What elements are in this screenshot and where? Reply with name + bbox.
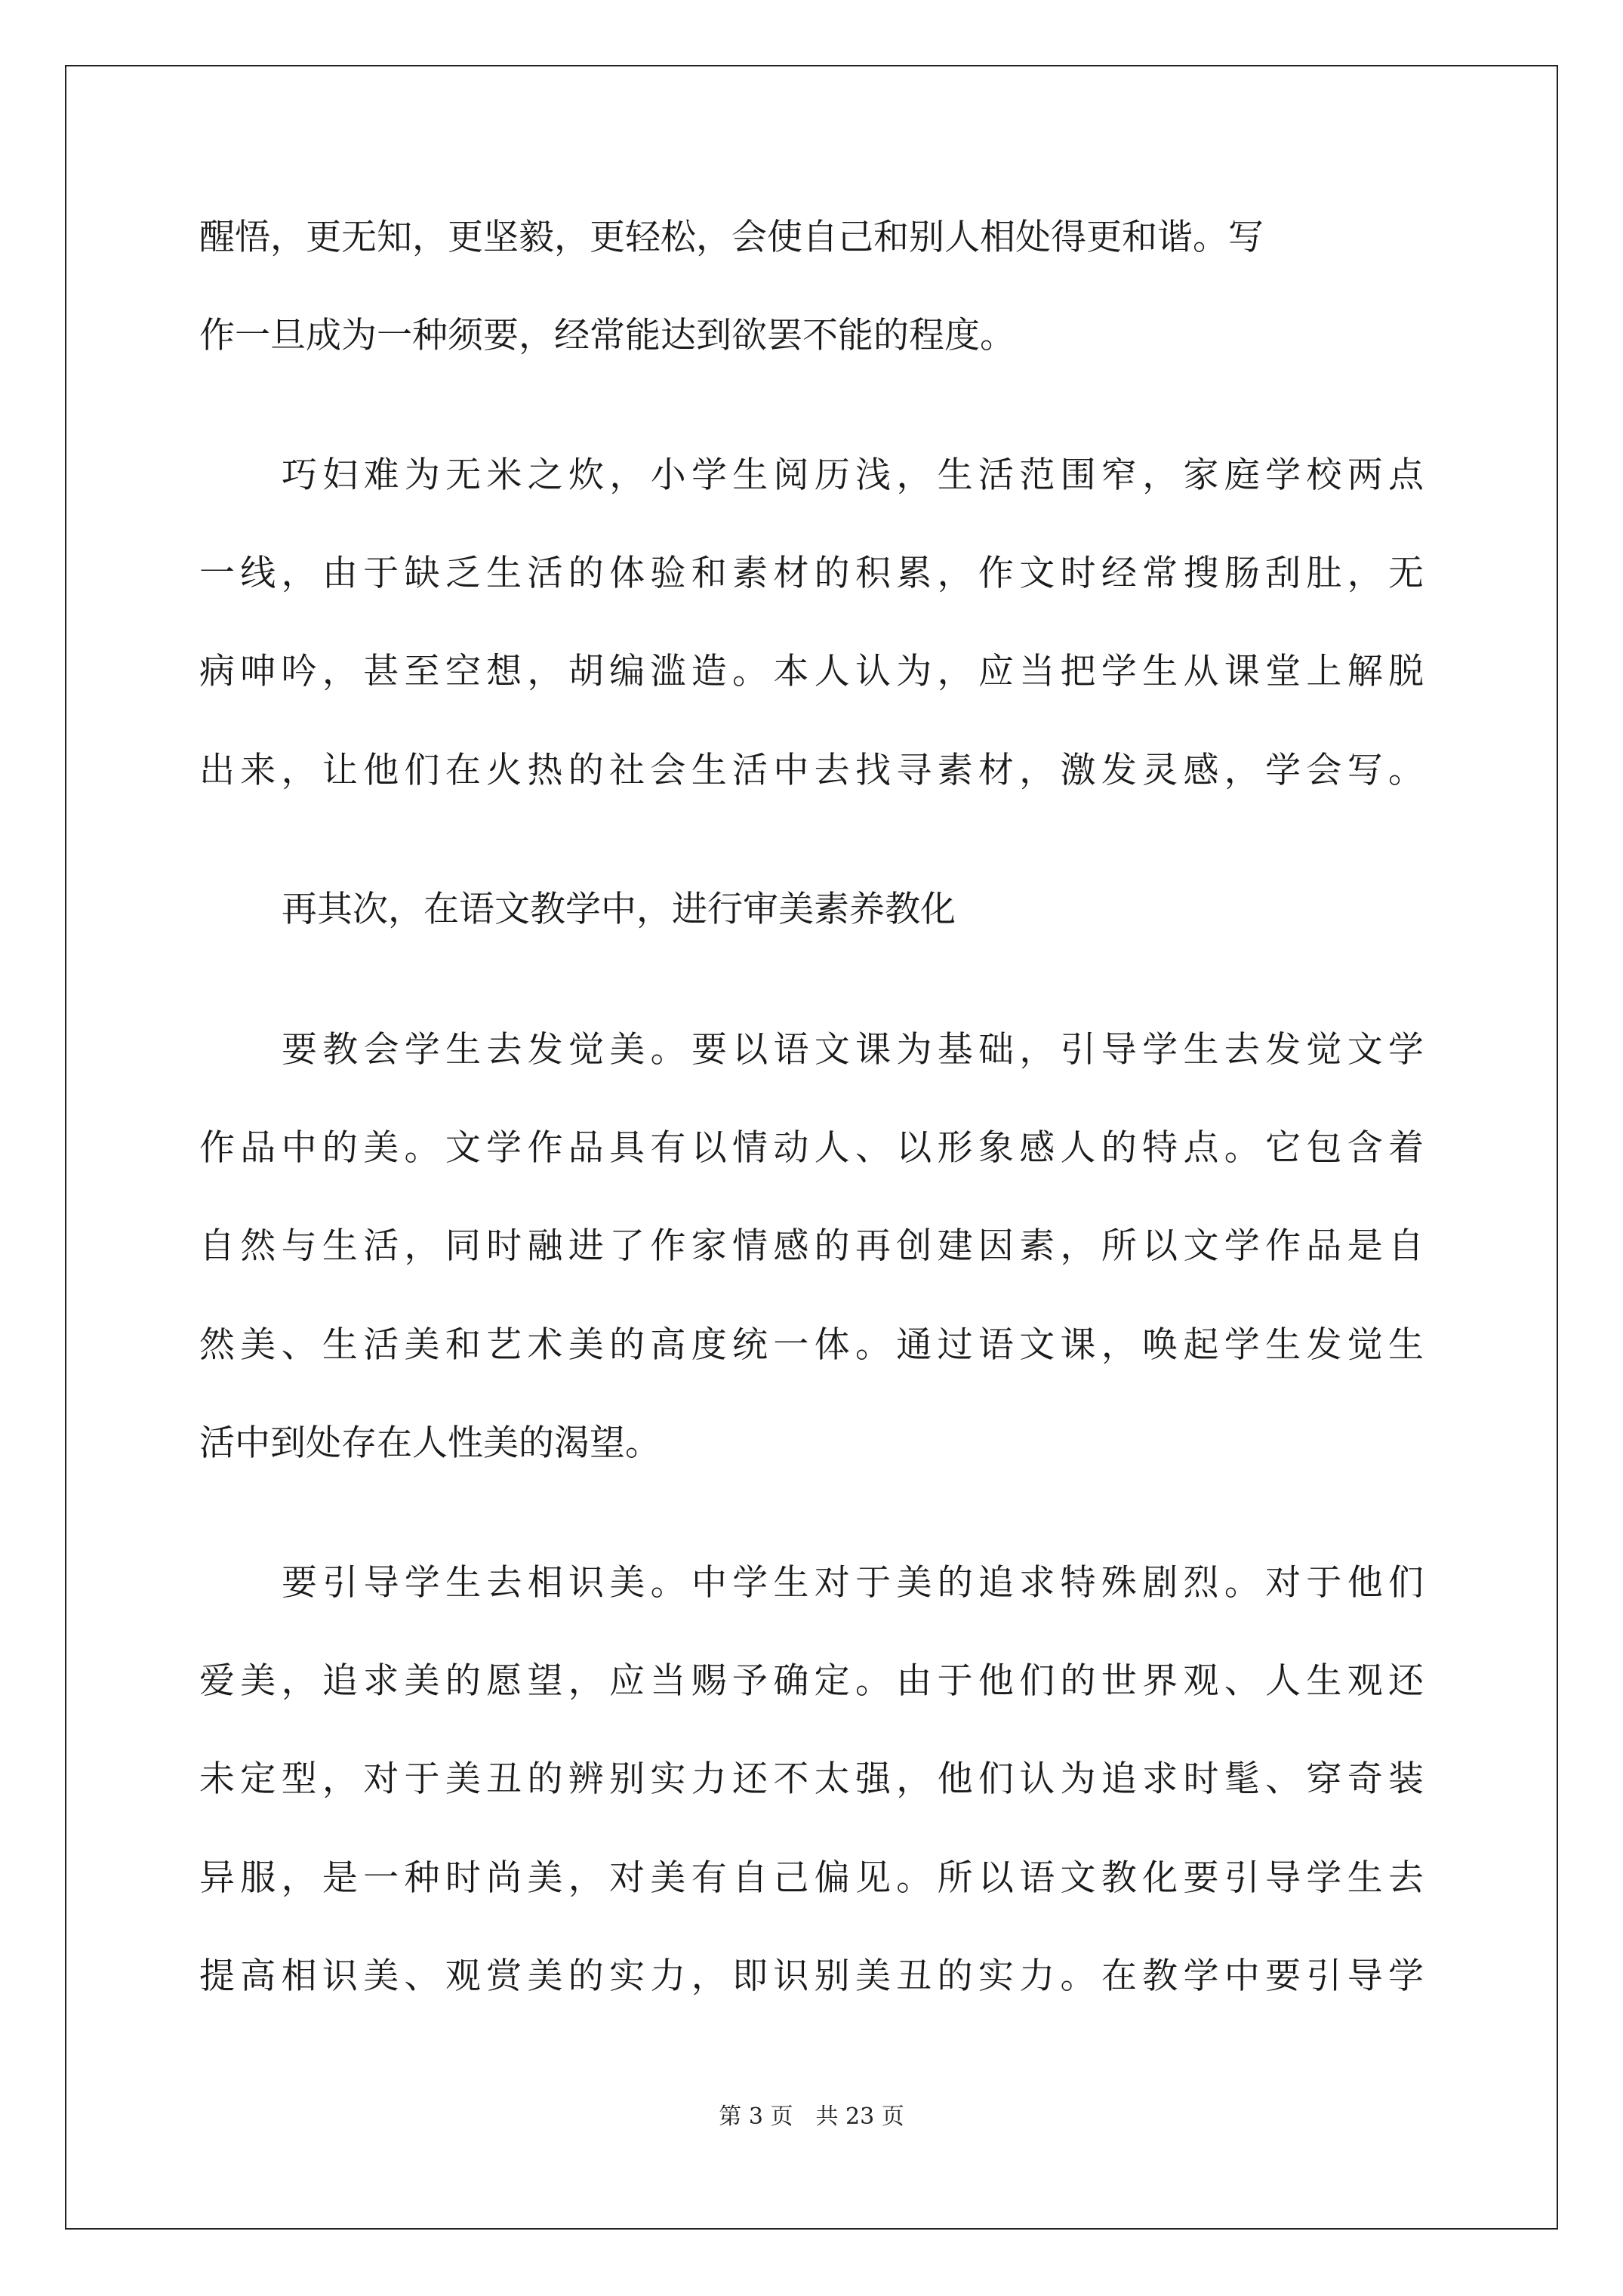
text-line: 异服，是一种时尚美，对美有自己偏见。所以语文教化要引导学生去 bbox=[199, 1857, 1424, 1899]
text-line: 醒悟，更无知，更坚毅，更轻松，会使自己和别人相处得更和谐。写 bbox=[199, 217, 1264, 258]
text-line: 爱美，追求美的愿望，应当赐予确定。由于他们的世界观、人生观还 bbox=[199, 1660, 1424, 1702]
text-line: 病呻吟，甚至空想，胡编滥造。本人认为，应当把学生从课堂上解脱 bbox=[199, 651, 1424, 692]
text-line: 要教会学生去发觉美。要以语文课为基础，引导学生去发觉文学 bbox=[282, 1029, 1424, 1071]
text-line: 未定型，对于美丑的辨别实力还不太强，他们认为追求时髦、穿奇装 bbox=[199, 1758, 1424, 1800]
text-line: 活中到处存在人性美的渴望。 bbox=[199, 1422, 661, 1464]
text-line: 然美、生活美和艺术美的高度统一体。通过语文课，唤起学生发觉生 bbox=[199, 1324, 1424, 1366]
text-line: 作一旦成为一种须要，经常能达到欲罢不能的程度。 bbox=[199, 315, 1015, 356]
text-line: 巧妇难为无米之炊，小学生阅历浅，生活范围窄，家庭学校两点 bbox=[282, 455, 1424, 496]
text-line: 提高相识美、观赏美的实力，即识别美丑的实力。在教学中要引导学 bbox=[199, 1955, 1424, 1997]
text-line: 自然与生活，同时融进了作家情感的再创建因素，所以文学作品是自 bbox=[199, 1225, 1424, 1267]
text-line: 要引导学生去相识美。中学生对于美的追求特殊剧烈。对于他们 bbox=[282, 1562, 1424, 1604]
page-number: 第 3 页 共 23 页 bbox=[719, 2103, 904, 2130]
text-line: 作品中的美。文学作品具有以情动人、以形象感人的特点。它包含着 bbox=[199, 1127, 1424, 1169]
text-line: 出来，让他们在火热的社会生活中去找寻素材，激发灵感，学会写。 bbox=[199, 750, 1424, 791]
text-line: 一线，由于缺乏生活的体验和素材的积累，作文时经常搜肠刮肚，无 bbox=[199, 553, 1424, 594]
section-heading: 再其次，在语文教学中，进行审美素养教化 bbox=[282, 889, 956, 930]
